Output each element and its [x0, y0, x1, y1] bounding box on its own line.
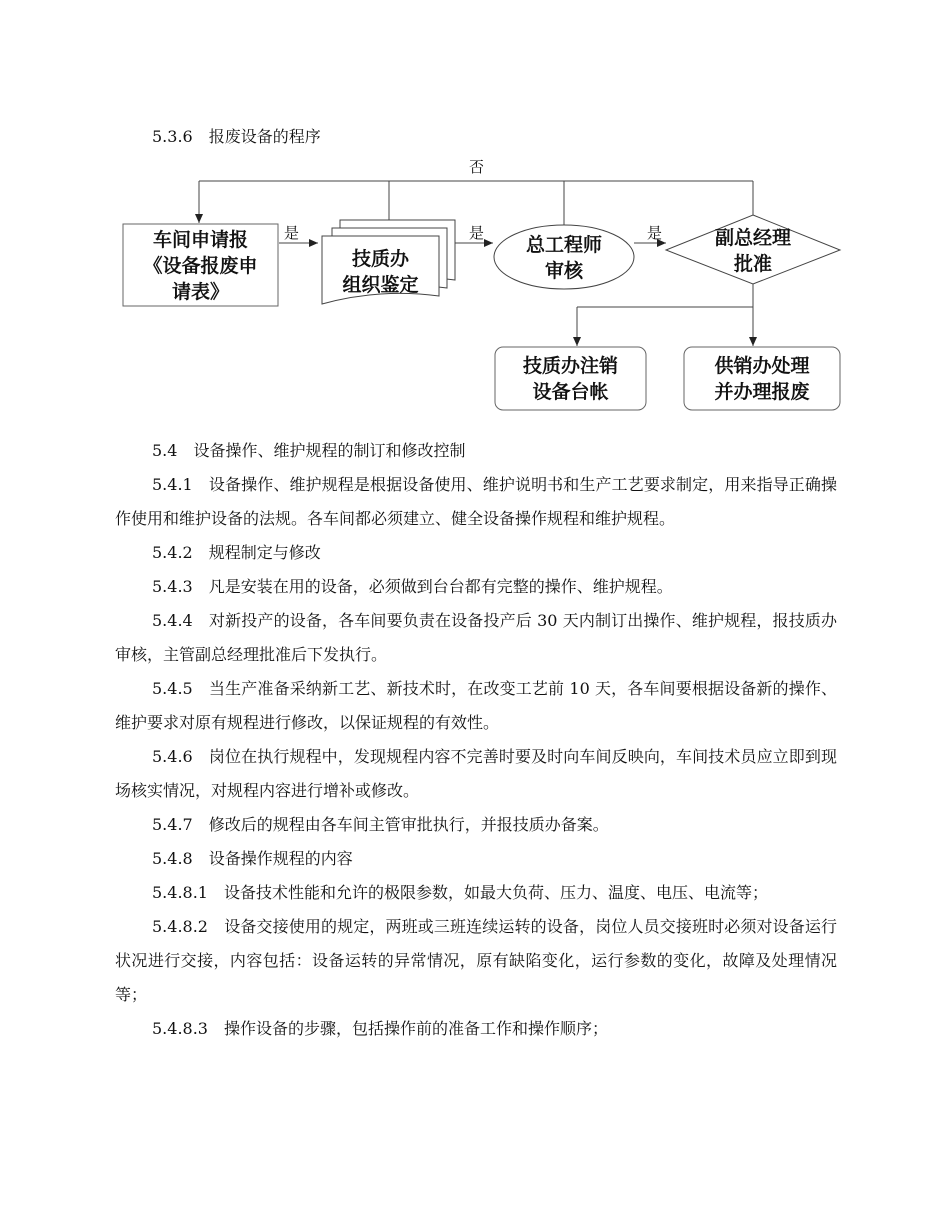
yes-label-2: 是: [469, 224, 485, 242]
node-review-text: 总工程师 审核: [525, 234, 602, 282]
paragraph-5-4-5: 5.4.5 当生产准备采纳新工艺、新技术时，在改变工艺前 10 天，各车间要根据设备新的操作、维护要求对原有规程进行修改，以保证规程的有效性。: [115, 679, 837, 732]
node-approve-text: 副总经理 批准: [714, 227, 791, 275]
node-dispose-text: 供销办处理 并办理报废: [714, 355, 810, 403]
paragraph-5-4-8-2: 5.4.8.2 设备交接使用的规定，两班或三班连续运转的设备，岗位人员交接班时必须对设备运行状况进行交接，内容包括：设备运转的异常情况，原有缺陷变化，运行参数的变化，故障及处理情况等；: [115, 917, 837, 1004]
paragraph-5-4-8-3: 5.4.8.3 操作设备的步骤，包括操作前的准备工作和操作顺序；: [152, 1019, 608, 1038]
scrap-procedure-flowchart: [0, 150, 950, 420]
node-appraise-text: 技质办 组织鉴定: [342, 248, 419, 296]
body-text: [115, 434, 837, 1046]
yes-label-1: 是: [284, 224, 300, 242]
paragraph-5-4-2: 5.4.2 规程制定与修改: [152, 543, 321, 562]
paragraph-5-4-8-1: 5.4.8.1 设备技术性能和允许的极限参数，如最大负荷、压力、温度、电压、电流等；: [152, 883, 768, 902]
no-label: 否: [469, 158, 485, 176]
paragraph-5-4-6: 5.4.6 岗位在执行规程中，发现规程内容不完善时要及时向车间反映向，车间技术员应立即到现场核实情况，对规程内容进行增补或修改。: [115, 747, 837, 800]
heading-5-4: 5.4 设备操作、维护规程的制订和修改控制: [152, 441, 466, 460]
node-apply-text: 车间申请报 《设备报废申 请表》: [143, 229, 258, 303]
paragraph-5-4-1: 5.4.1 设备操作、维护规程是根据设备使用、维护说明书和生产工艺要求制定，用来指导正确操作使用和维护设备的法规。各车间都必须建立、健全设备操作规程和维护规程。: [115, 475, 837, 528]
node-cancel-text: 技质办注销 设备台帐: [522, 355, 618, 403]
yes-label-3: 是: [647, 224, 663, 242]
paragraph-5-4-3: 5.4.3 凡是安装在用的设备，必须做到台台都有完整的操作、维护规程。: [152, 577, 673, 596]
paragraph-5-4-8: 5.4.8 设备操作规程的内容: [152, 849, 353, 868]
section-heading: 5.3.6 报废设备的程序: [152, 127, 321, 146]
paragraph-5-4-4: 5.4.4 对新投产的设备，各车间要负责在设备投产后 30 天内制订出操作、维护规程，报技质办审核，主管副总经理批准后下发执行。: [115, 611, 837, 664]
paragraph-5-4-7: 5.4.7 修改后的规程由各车间主管审批执行，并报技质办备案。: [152, 815, 609, 834]
